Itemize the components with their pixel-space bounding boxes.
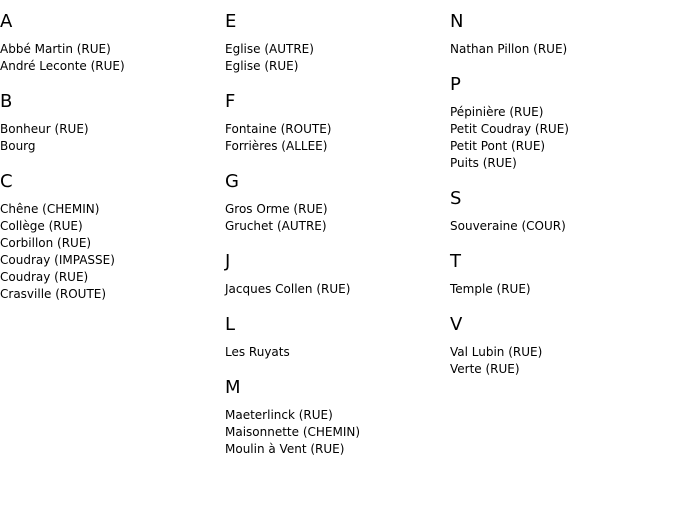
street-link[interactable]: Maisonnette (CHEMIN)	[225, 425, 361, 439]
letter-group-t	[450, 251, 670, 298]
letter-group-e	[225, 11, 445, 75]
letter-heading: E	[225, 11, 237, 32]
street-link[interactable]: Gros Orme (RUE)	[225, 202, 328, 216]
street-link[interactable]: Jacques Collen (RUE)	[225, 282, 351, 296]
letter-group-j	[225, 251, 445, 298]
letter-group-b	[0, 91, 220, 155]
letter-heading: P	[450, 74, 461, 95]
street-link[interactable]: Pépinière (RUE)	[450, 105, 544, 119]
index-column-2	[225, 11, 445, 474]
letter-group-f	[225, 91, 445, 155]
letter-heading: T	[450, 251, 461, 272]
street-link[interactable]: Coudray (IMPASSE)	[0, 253, 115, 267]
letter-heading: B	[0, 91, 13, 112]
street-link[interactable]: Maeterlinck (RUE)	[225, 408, 333, 422]
street-link[interactable]: Crasville (ROUTE)	[0, 287, 107, 301]
letter-heading: V	[450, 314, 463, 335]
letter-heading: F	[225, 91, 236, 112]
street-link[interactable]: Eglise (AUTRE)	[225, 42, 314, 56]
street-link[interactable]: Bourg	[0, 139, 36, 153]
street-link[interactable]: Verte (RUE)	[450, 362, 520, 376]
letter-group-g	[225, 171, 445, 235]
street-link[interactable]: Coudray (RUE)	[0, 270, 89, 284]
street-link[interactable]: Les Ruyats	[225, 345, 290, 359]
street-link[interactable]: Eglise (RUE)	[225, 59, 299, 73]
letter-group-v	[450, 314, 670, 378]
letter-heading: N	[450, 11, 464, 32]
street-link[interactable]: Fontaine (ROUTE)	[225, 122, 332, 136]
street-link[interactable]: Corbillon (RUE)	[0, 236, 92, 250]
street-link[interactable]: Val Lubin (RUE)	[450, 345, 543, 359]
street-link[interactable]: Petit Pont (RUE)	[450, 139, 546, 153]
letter-heading: L	[225, 314, 236, 335]
letter-group-m	[225, 377, 445, 458]
letter-group-c	[0, 171, 220, 303]
letter-group-n	[450, 11, 670, 58]
street-link[interactable]: Gruchet (AUTRE)	[225, 219, 327, 233]
street-link[interactable]: Puits (RUE)	[450, 156, 517, 170]
street-link[interactable]: Collège (RUE)	[0, 219, 83, 233]
street-link[interactable]: Petit Coudray (RUE)	[450, 122, 569, 136]
street-link[interactable]: Nathan Pillon (RUE)	[450, 42, 568, 56]
index-column-3	[450, 11, 670, 394]
street-link[interactable]: Temple (RUE)	[450, 282, 531, 296]
letter-heading: A	[0, 11, 13, 32]
letter-heading: M	[225, 377, 241, 398]
street-link[interactable]: Forrières (ALLEE)	[225, 139, 328, 153]
street-link[interactable]: Souveraine (COUR)	[450, 219, 566, 233]
letter-heading: S	[450, 188, 462, 209]
street-link[interactable]: Moulin à Vent (RUE)	[225, 442, 345, 456]
letter-heading: C	[0, 171, 13, 192]
letter-group-s	[450, 188, 670, 235]
letter-heading: J	[225, 251, 231, 272]
street-link[interactable]: Bonheur (RUE)	[0, 122, 89, 136]
street-link[interactable]: André Leconte (RUE)	[0, 59, 125, 73]
index-column-1	[0, 11, 220, 319]
letter-group-a	[0, 11, 220, 75]
letter-group-l	[225, 314, 445, 361]
street-link[interactable]: Chêne (CHEMIN)	[0, 202, 100, 216]
street-link[interactable]: Abbé Martin (RUE)	[0, 42, 111, 56]
letter-group-p	[450, 74, 670, 172]
letter-heading: G	[225, 171, 239, 192]
